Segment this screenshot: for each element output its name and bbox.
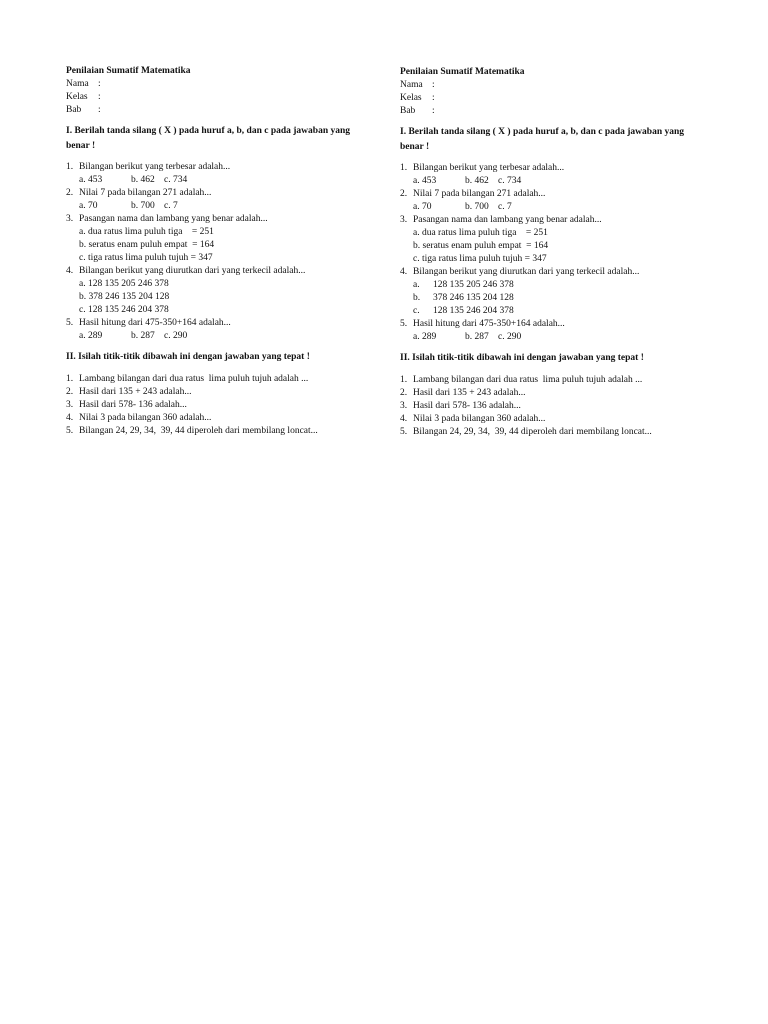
item-text: Lambang bilangan dari dua ratus lima puluh tujuh adalah ... (413, 374, 643, 385)
item-number: 3. (400, 400, 408, 411)
option-a: a. 70 (413, 202, 432, 212)
item-number: 5. (400, 426, 408, 437)
multiple-choice-list (400, 162, 700, 344)
question-3 (66, 213, 366, 226)
question-2-options (400, 201, 700, 214)
question-number: 2. (400, 189, 408, 199)
question-5-options (66, 330, 366, 343)
field-kelas (400, 92, 700, 105)
item-text: Nilai 3 pada bilangan 360 adalah... (413, 413, 546, 424)
option-b: b. seratus enam puluh empat = 164 (79, 240, 215, 250)
field-label: Kelas (400, 93, 422, 103)
question-text: Pasangan nama dan lambang yang benar adalah... (79, 214, 268, 224)
worksheet-title: Penilaian Sumatif Matematika (66, 66, 191, 76)
option-c: c. 7 (164, 201, 178, 211)
fill-in-item-5 (400, 426, 700, 439)
question-2-options (66, 200, 366, 213)
item-number: 2. (400, 387, 408, 398)
question-number: 4. (66, 266, 74, 276)
option-b: b. 462 (465, 176, 489, 186)
question-3 (400, 214, 700, 227)
question-1 (66, 161, 366, 174)
option-a: a. 128 135 205 246 378 (79, 279, 169, 289)
option-c: c. 290 (498, 332, 522, 342)
field-separator: : (432, 80, 435, 90)
field-separator: : (98, 92, 101, 102)
question-text: Hasil hitung dari 475-350+164 adalah... (79, 318, 231, 328)
option-a: a. dua ratus lima puluh tiga = 251 (79, 227, 214, 237)
option-c: c. 290 (164, 331, 188, 341)
item-number: 4. (66, 412, 74, 423)
section-multiple-choice-heading: I. Berilah tanda silang ( X ) pada huruf a, b, dan c pada jawaban yang benar ! (66, 126, 351, 151)
item-text: Nilai 3 pada bilangan 360 adalah... (79, 412, 212, 423)
field-separator: : (432, 106, 435, 116)
question-4 (66, 265, 366, 278)
question-text: Bilangan berikut yang terbesar adalah... (79, 162, 231, 172)
fill-in-item-4 (400, 413, 700, 426)
field-separator: : (98, 105, 101, 115)
fill-in-item-3 (66, 399, 366, 412)
question-5 (66, 317, 366, 330)
option-c (400, 305, 700, 318)
option-b: b. 378 246 135 204 128 (79, 292, 170, 302)
option-c: c. 7 (498, 202, 512, 212)
item-number: 1. (66, 373, 74, 384)
item-number: 1. (400, 374, 408, 385)
question-number: 2. (66, 188, 74, 198)
fill-in-list (400, 374, 700, 439)
question-text: Hasil hitung dari 475-350+164 adalah... (413, 319, 565, 329)
multiple-choice-list (66, 161, 366, 343)
question-number: 5. (400, 319, 408, 329)
field-separator: : (98, 79, 101, 89)
option-c: c. tiga ratus lima puluh tujuh = 347 (79, 253, 213, 263)
question-number: 4. (400, 267, 408, 277)
question-number: 3. (400, 215, 408, 225)
field-nama (400, 79, 700, 92)
fill-in-item-1 (400, 374, 700, 387)
option-b: b. 287 (465, 332, 489, 342)
option-a: a. 70 (79, 201, 98, 211)
section-fill-in-heading: II. Isilah titik-titik dibawah ini dengan jawaban yang tepat ! (400, 353, 644, 363)
option-a: a. dua ratus lima puluh tiga = 251 (413, 228, 548, 238)
question-text: Bilangan berikut yang diurutkan dari yang terkecil adalah... (413, 267, 640, 277)
option-b: b. 462 (131, 175, 155, 185)
field-kelas (66, 91, 366, 104)
question-text: Nilai 7 pada bilangan 271 adalah... (413, 189, 546, 199)
question-1-options (400, 175, 700, 188)
worksheet-left (66, 65, 366, 438)
item-number: 5. (66, 425, 74, 436)
option-b (400, 292, 700, 305)
field-label: Bab (400, 106, 416, 116)
option-letter: a. (413, 280, 420, 290)
fill-in-item-1 (66, 373, 366, 386)
item-text: Hasil dari 578- 136 adalah... (413, 400, 521, 411)
option-a: a. 453 (79, 175, 103, 185)
question-5 (400, 318, 700, 331)
item-number: 3. (66, 399, 74, 410)
worksheet-title: Penilaian Sumatif Matematika (400, 67, 525, 77)
item-text: Hasil dari 135 + 243 adalah... (79, 386, 192, 397)
option-letter: c. (413, 306, 420, 316)
question-number: 3. (66, 214, 74, 224)
item-text: Lambang bilangan dari dua ratus lima puluh tujuh adalah ... (79, 373, 309, 384)
field-label: Bab (66, 105, 82, 115)
worksheet-right (400, 66, 700, 439)
item-text: Bilangan 24, 29, 34, 39, 44 diperoleh dari membilang loncat... (413, 426, 652, 437)
field-bab (66, 104, 366, 117)
question-5-options (400, 331, 700, 344)
question-number: 1. (66, 162, 74, 172)
option-b: b. 700 (131, 201, 155, 211)
field-label: Nama (400, 80, 423, 90)
question-number: 1. (400, 163, 408, 173)
option-b: b. seratus enam puluh empat = 164 (413, 241, 549, 251)
item-text: Bilangan 24, 29, 34, 39, 44 diperoleh dari membilang loncat... (79, 425, 318, 436)
fill-in-item-4 (66, 412, 366, 425)
fill-in-item-2 (400, 387, 700, 400)
fill-in-item-2 (66, 386, 366, 399)
field-bab (400, 105, 700, 118)
option-text: 128 135 205 246 378 (433, 280, 514, 290)
item-number: 2. (66, 386, 74, 397)
item-number: 4. (400, 413, 408, 424)
section-fill-in-heading: II. Isilah titik-titik dibawah ini dengan jawaban yang tepat ! (66, 352, 310, 362)
item-text: Hasil dari 135 + 243 adalah... (413, 387, 526, 398)
option-b: b. 287 (131, 331, 155, 341)
option-a: a. 289 (79, 331, 103, 341)
question-number: 5. (66, 318, 74, 328)
field-label: Kelas (66, 92, 88, 102)
question-text: Pasangan nama dan lambang yang benar adalah... (413, 215, 602, 225)
section-multiple-choice-heading: I. Berilah tanda silang ( X ) pada huruf a, b, dan c pada jawaban yang benar ! (400, 127, 685, 152)
option-a: a. 453 (413, 176, 437, 186)
option-c: c. tiga ratus lima puluh tujuh = 347 (413, 254, 547, 264)
fill-in-item-3 (400, 400, 700, 413)
field-separator: : (432, 93, 435, 103)
item-text: Hasil dari 578- 136 adalah... (79, 399, 187, 410)
option-letter: b. (413, 293, 421, 303)
option-c: c. 128 135 246 204 378 (79, 305, 169, 315)
option-text: 378 246 135 204 128 (433, 293, 514, 303)
option-c: c. 734 (164, 175, 188, 185)
question-text: Nilai 7 pada bilangan 271 adalah... (79, 188, 212, 198)
option-a (400, 279, 700, 292)
question-text: Bilangan berikut yang terbesar adalah... (413, 163, 565, 173)
option-a: a. 289 (413, 332, 437, 342)
option-b: b. 700 (465, 202, 489, 212)
question-4 (400, 266, 700, 279)
question-text: Bilangan berikut yang diurutkan dari yang terkecil adalah... (79, 266, 306, 276)
question-2 (66, 187, 366, 200)
field-label: Nama (66, 79, 89, 89)
fill-in-list (66, 373, 366, 438)
question-1-options (66, 174, 366, 187)
option-text: 128 135 246 204 378 (433, 306, 514, 316)
question-1 (400, 162, 700, 175)
option-c: c. 734 (498, 176, 522, 186)
question-2 (400, 188, 700, 201)
fill-in-item-5 (66, 425, 366, 438)
field-nama (66, 78, 366, 91)
